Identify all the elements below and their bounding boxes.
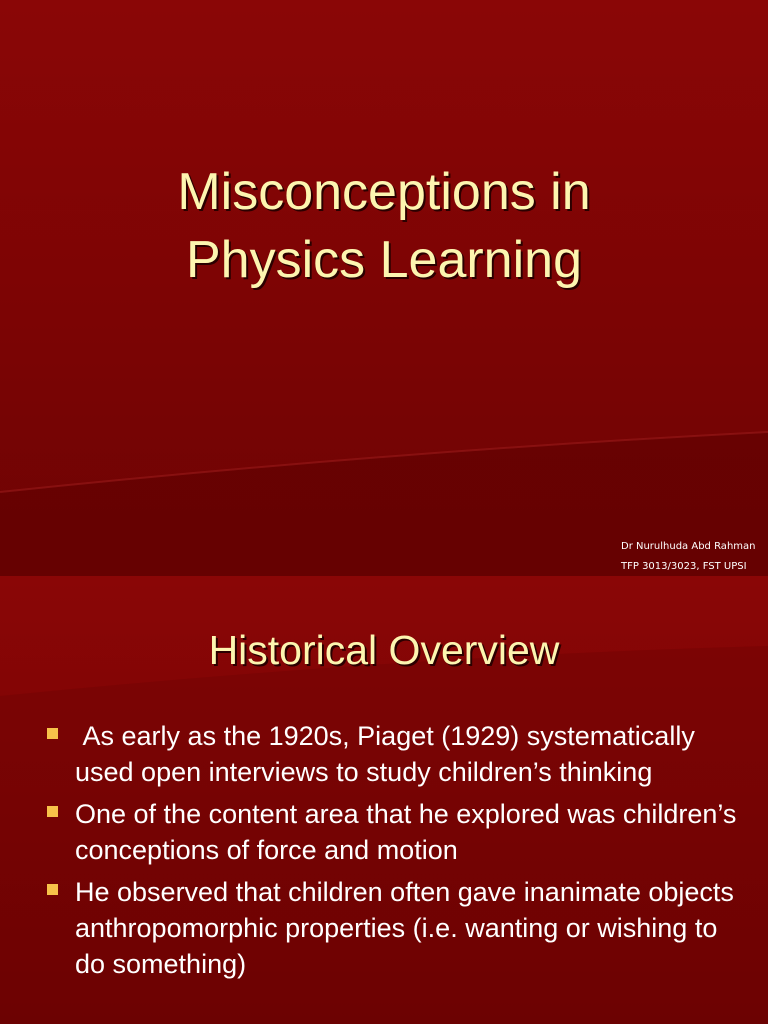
bullet-list	[44, 718, 744, 988]
slide-title: Historical Overview	[208, 627, 560, 673]
slide-title-line-1: Misconceptions in	[177, 163, 591, 221]
bullet-text: He observed that children often gave inanimate objects anthropomorphic properties (i.e. wanting or wishing to do something)	[75, 877, 734, 979]
bullet-text: One of the content area that he explored was children’s conceptions of force and motion	[75, 799, 737, 865]
list-item	[44, 874, 744, 982]
content-slide	[0, 576, 768, 1024]
bullet-text: As early as the 1920s, Piaget (1929) systematically used open interviews to study children’s thinking	[75, 721, 703, 787]
course-code: TFP 3013/3023, FST UPSI	[621, 561, 747, 572]
list-item	[44, 796, 744, 868]
square-bullet-icon	[47, 728, 58, 739]
square-bullet-icon	[47, 806, 58, 817]
author-name: Dr Nurulhuda Abd Rahman	[621, 541, 756, 552]
slide-title	[0, 158, 768, 294]
slide-title-line-2: Physics Learning	[186, 231, 582, 289]
square-bullet-icon	[47, 884, 58, 895]
list-item	[44, 718, 744, 790]
